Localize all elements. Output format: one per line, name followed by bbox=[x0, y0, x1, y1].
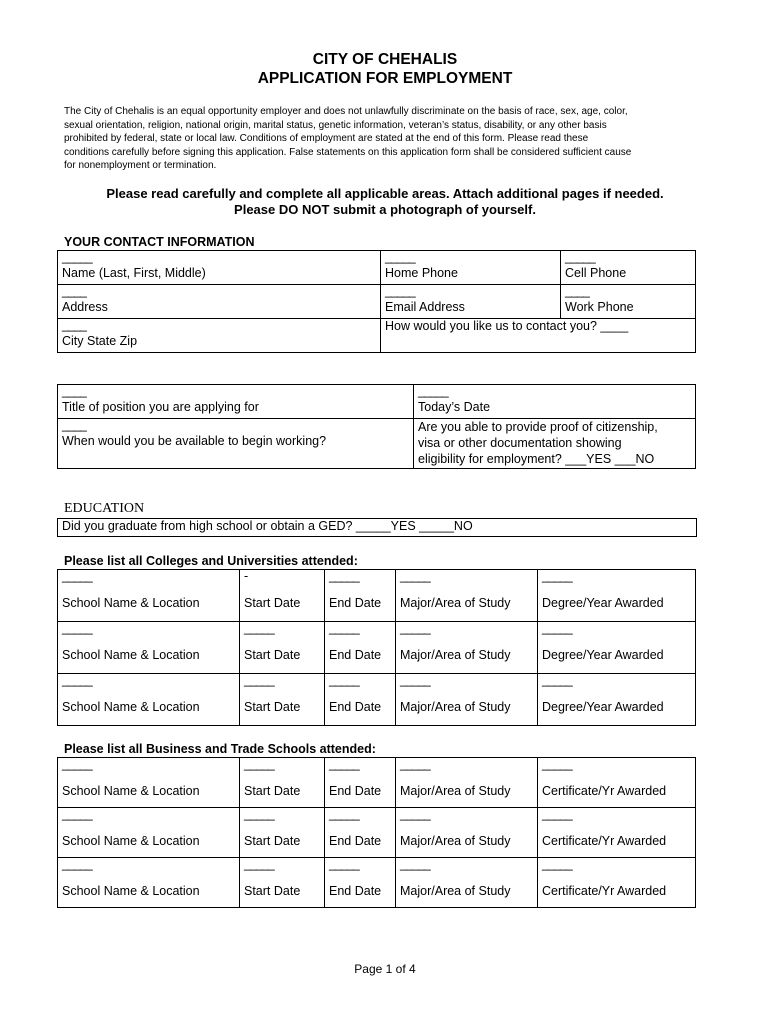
major-label: Major/Area of Study bbox=[400, 884, 511, 898]
position-title-field[interactable]: ____ Title of position you are applying for bbox=[58, 385, 414, 419]
todays-date-field[interactable]: _____ Today’s Date bbox=[414, 385, 696, 419]
email-label: Email Address bbox=[385, 300, 465, 314]
intro-line: conditions carefully before signing this application. False statements on this application form shall be considered sufficient cause bbox=[64, 146, 632, 158]
college-end-cell[interactable]: _____ End Date bbox=[325, 570, 396, 622]
trade-school-cell[interactable]: _____ School Name & Location bbox=[58, 858, 240, 908]
end-date-label: End Date bbox=[329, 884, 382, 898]
college-school-cell[interactable]: _____ School Name & Location bbox=[58, 674, 240, 726]
trade-start-cell[interactable]: _____ Start Date bbox=[240, 858, 325, 908]
form-title-line1: CITY OF CHEHALIS bbox=[312, 51, 458, 68]
name-field[interactable]: _____ Name (Last, First, Middle) bbox=[58, 251, 381, 285]
school-label: School Name & Location bbox=[62, 596, 200, 610]
school-label: School Name & Location bbox=[62, 648, 200, 662]
college-row bbox=[58, 570, 696, 622]
position-title-label: Title of position you are applying for bbox=[62, 400, 259, 414]
start-date-label: Start Date bbox=[244, 884, 301, 898]
major-label: Major/Area of Study bbox=[400, 596, 511, 610]
city-state-zip-label: City State Zip bbox=[62, 334, 138, 348]
address-field[interactable]: ____ Address bbox=[58, 285, 381, 319]
college-start-cell[interactable]: _____ Start Date bbox=[240, 622, 325, 674]
instructions bbox=[0, 186, 770, 218]
start-date-label: Start Date bbox=[244, 596, 301, 610]
trade-row bbox=[58, 758, 696, 808]
trade-certificate-cell[interactable]: _____ Certificate/Yr Awarded bbox=[538, 808, 696, 858]
ged-table bbox=[57, 518, 697, 537]
college-degree-cell[interactable]: _____ Degree/Year Awarded bbox=[538, 622, 696, 674]
degree-label: Degree/Year Awarded bbox=[542, 596, 664, 610]
end-date-label: End Date bbox=[329, 784, 382, 798]
citizenship-proof-line1: Are you able to provide proof of citizenship, bbox=[418, 420, 658, 434]
page-number: Page 1 of 4 bbox=[354, 962, 416, 976]
trade-row bbox=[58, 808, 696, 858]
trade-school-cell[interactable]: _____ School Name & Location bbox=[58, 808, 240, 858]
work-phone-label: Work Phone bbox=[565, 300, 634, 314]
college-school-cell[interactable]: _____ School Name & Location bbox=[58, 622, 240, 674]
start-date-label: Start Date bbox=[244, 784, 301, 798]
colleges-table bbox=[57, 569, 696, 726]
availability-field[interactable]: ____ When would you be available to begin working? bbox=[58, 419, 414, 469]
school-label: School Name & Location bbox=[62, 834, 200, 848]
intro-line: sexual orientation, religion, national origin, marital status, genetic information, veteran’s status, disability, or any other basis bbox=[64, 119, 607, 131]
colleges-heading: Please list all Colleges and Universities attended: bbox=[64, 554, 358, 568]
end-date-label: End Date bbox=[329, 700, 382, 714]
college-start-cell[interactable]: _____ Start Date bbox=[240, 674, 325, 726]
school-label: School Name & Location bbox=[62, 884, 200, 898]
college-school-cell[interactable]: _____ School Name & Location bbox=[58, 570, 240, 622]
trade-major-cell[interactable]: _____ Major/Area of Study bbox=[396, 808, 538, 858]
name-label: Name (Last, First, Middle) bbox=[62, 266, 206, 280]
citizenship-proof-field[interactable] bbox=[414, 419, 696, 469]
end-date-label: End Date bbox=[329, 834, 382, 848]
major-label: Major/Area of Study bbox=[400, 784, 511, 798]
trade-school-cell[interactable]: _____ School Name & Location bbox=[58, 758, 240, 808]
trade-start-cell[interactable]: _____ Start Date bbox=[240, 758, 325, 808]
trade-certificate-cell[interactable]: _____ Certificate/Yr Awarded bbox=[538, 758, 696, 808]
start-date-label: Start Date bbox=[244, 700, 301, 714]
contact-table bbox=[57, 250, 696, 353]
contact-preference-field[interactable] bbox=[381, 319, 696, 353]
citizenship-proof-line3: eligibility for employment? ___YES ___NO bbox=[418, 452, 655, 466]
address-label: Address bbox=[62, 300, 108, 314]
college-major-cell[interactable]: _____ Major/Area of Study bbox=[396, 674, 538, 726]
school-label: School Name & Location bbox=[62, 700, 200, 714]
instructions-line1: Please read carefully and complete all applicable areas. Attach additional pages if needed. bbox=[106, 186, 664, 201]
city-state-zip-field[interactable]: ____ City State Zip bbox=[58, 319, 381, 353]
end-date-label: End Date bbox=[329, 648, 382, 662]
availability-label: When would you be available to begin working? bbox=[62, 434, 327, 448]
end-date-label: End Date bbox=[329, 596, 382, 610]
major-label: Major/Area of Study bbox=[400, 700, 511, 714]
major-label: Major/Area of Study bbox=[400, 648, 511, 662]
email-field[interactable]: _____ Email Address bbox=[381, 285, 561, 319]
home-phone-field[interactable]: _____ Home Phone bbox=[381, 251, 561, 285]
education-heading: EDUCATION bbox=[64, 501, 145, 516]
cell-phone-field[interactable]: _____ Cell Phone bbox=[561, 251, 696, 285]
trade-schools-heading: Please list all Business and Trade Schools attended: bbox=[64, 742, 376, 756]
ged-question-field[interactable] bbox=[58, 519, 697, 537]
work-phone-field[interactable]: ____ Work Phone bbox=[561, 285, 696, 319]
trade-certificate-cell[interactable]: _____ Certificate/Yr Awarded bbox=[538, 858, 696, 908]
college-row bbox=[58, 622, 696, 674]
college-degree-cell[interactable]: _____ Degree/Year Awarded bbox=[538, 570, 696, 622]
home-phone-label: Home Phone bbox=[385, 266, 458, 280]
school-label: School Name & Location bbox=[62, 784, 200, 798]
instructions-line2: Please DO NOT submit a photograph of yourself. bbox=[234, 202, 536, 217]
intro-line: for nonemployment or termination. bbox=[64, 160, 217, 171]
intro-line: The City of Chehalis is an equal opportunity employer and does not unlawfully discriminate on the basis of race, sex, age, color, bbox=[64, 106, 628, 117]
college-end-cell[interactable]: _____ End Date bbox=[325, 622, 396, 674]
college-end-cell[interactable]: _____ End Date bbox=[325, 674, 396, 726]
college-row bbox=[58, 674, 696, 726]
intro-paragraph bbox=[64, 105, 714, 173]
contact-heading: YOUR CONTACT INFORMATION bbox=[64, 235, 255, 249]
degree-label: Degree/Year Awarded bbox=[542, 700, 664, 714]
start-date-label: Start Date bbox=[244, 648, 301, 662]
major-label: Major/Area of Study bbox=[400, 834, 511, 848]
college-start-cell[interactable]: - Start Date bbox=[240, 570, 325, 622]
certificate-label: Certificate/Yr Awarded bbox=[542, 834, 667, 848]
citizenship-proof-line2: visa or other documentation showing bbox=[418, 436, 622, 450]
form-title-line2: APPLICATION FOR EMPLOYMENT bbox=[257, 70, 513, 87]
certificate-label: Certificate/Yr Awarded bbox=[542, 884, 667, 898]
trade-start-cell[interactable]: _____ Start Date bbox=[240, 808, 325, 858]
cell-phone-label: Cell Phone bbox=[565, 266, 627, 280]
trade-schools-table bbox=[57, 757, 696, 908]
trade-end-cell[interactable]: _____ End Date bbox=[325, 858, 396, 908]
college-degree-cell[interactable]: _____ Degree/Year Awarded bbox=[538, 674, 696, 726]
ged-question-label: Did you graduate from high school or obtain a GED? _____YES _____NO bbox=[62, 519, 473, 533]
trade-row bbox=[58, 858, 696, 908]
degree-label: Degree/Year Awarded bbox=[542, 648, 664, 662]
start-date-label: Start Date bbox=[244, 834, 301, 848]
trade-major-cell[interactable]: _____ Major/Area of Study bbox=[396, 758, 538, 808]
intro-line: prohibited by federal, state or local law. Conditions of employment are stated at the end of this form. Please read these bbox=[64, 133, 589, 144]
trade-major-cell[interactable]: _____ Major/Area of Study bbox=[396, 858, 538, 908]
certificate-label: Certificate/Yr Awarded bbox=[542, 784, 667, 798]
college-major-cell[interactable]: _____ Major/Area of Study bbox=[396, 570, 538, 622]
todays-date-label: Today’s Date bbox=[418, 400, 491, 414]
college-major-cell[interactable]: _____ Major/Area of Study bbox=[396, 622, 538, 674]
position-table bbox=[57, 384, 696, 469]
contact-preference-label: How would you like us to contact you? ____ bbox=[385, 319, 629, 333]
trade-end-cell[interactable]: _____ End Date bbox=[325, 808, 396, 858]
trade-end-cell[interactable]: _____ End Date bbox=[325, 758, 396, 808]
